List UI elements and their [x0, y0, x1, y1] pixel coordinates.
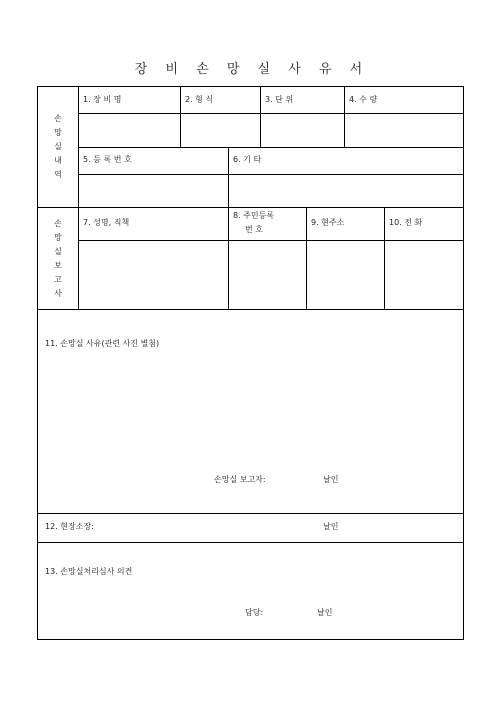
rule-row5-bottom: [78, 240, 464, 241]
unit-label: 3. 단 위: [265, 95, 294, 104]
phone-label: 10. 전 화: [389, 218, 423, 227]
name-position-label: 7. 성명, 직책: [83, 218, 130, 227]
quantity-label: 4. 수 량: [349, 95, 378, 104]
review-opinion-label: 13. 손망실처리심사 의견: [45, 567, 133, 576]
resident-reg-label: 8. 주민등록: [233, 211, 275, 220]
rule-col-g: [384, 207, 385, 309]
document-title: 장 비 손 망 실 사 유 서: [134, 62, 370, 77]
rule-col-b: [260, 87, 261, 147]
rule-col-d: [228, 147, 229, 207]
item-name-label: 1. 장 비 명: [83, 95, 122, 104]
charge-seal-label: 날인: [317, 608, 333, 617]
resident-reg-label-line2: 번 호: [245, 225, 263, 234]
rule-col-a: [180, 87, 181, 147]
loss-details-side-label: 손 망 실 내 역: [54, 114, 62, 179]
site-manager-label: 12. 현장소장:: [45, 522, 94, 531]
reporter-sign-label: 손망실 보고자:: [214, 475, 266, 484]
reporter-side-label: 손 망 실 보 고 사: [54, 219, 62, 298]
rule-col-c: [344, 87, 345, 147]
rule-row3-bottom: [78, 174, 464, 175]
site-manager-seal-label: 날인: [323, 522, 339, 531]
rule-row2-bottom: [78, 147, 464, 148]
loss-reason-label: 11. 손망실 사유(관련 사진 별첨): [45, 339, 160, 348]
other-label: 6. 기 타: [233, 155, 262, 164]
loss-report-form: [37, 86, 464, 640]
rule-section2-bottom: [38, 309, 464, 310]
rule-reason-bottom: [38, 513, 464, 514]
address-label: 9. 현주소: [311, 218, 345, 227]
model-label: 2. 형 식: [185, 95, 214, 104]
charge-sign-label: 담당:: [245, 608, 264, 617]
rule-side-col: [78, 87, 79, 309]
rule-manager-bottom: [38, 542, 464, 543]
rule-col-e: [228, 207, 229, 309]
rule-row1-bottom: [78, 113, 464, 114]
rule-col-f: [306, 207, 307, 309]
reg-number-label: 5. 등 록 번 호: [83, 155, 132, 164]
rule-section1-bottom: [38, 207, 464, 208]
reporter-seal-label: 날인: [323, 475, 339, 484]
